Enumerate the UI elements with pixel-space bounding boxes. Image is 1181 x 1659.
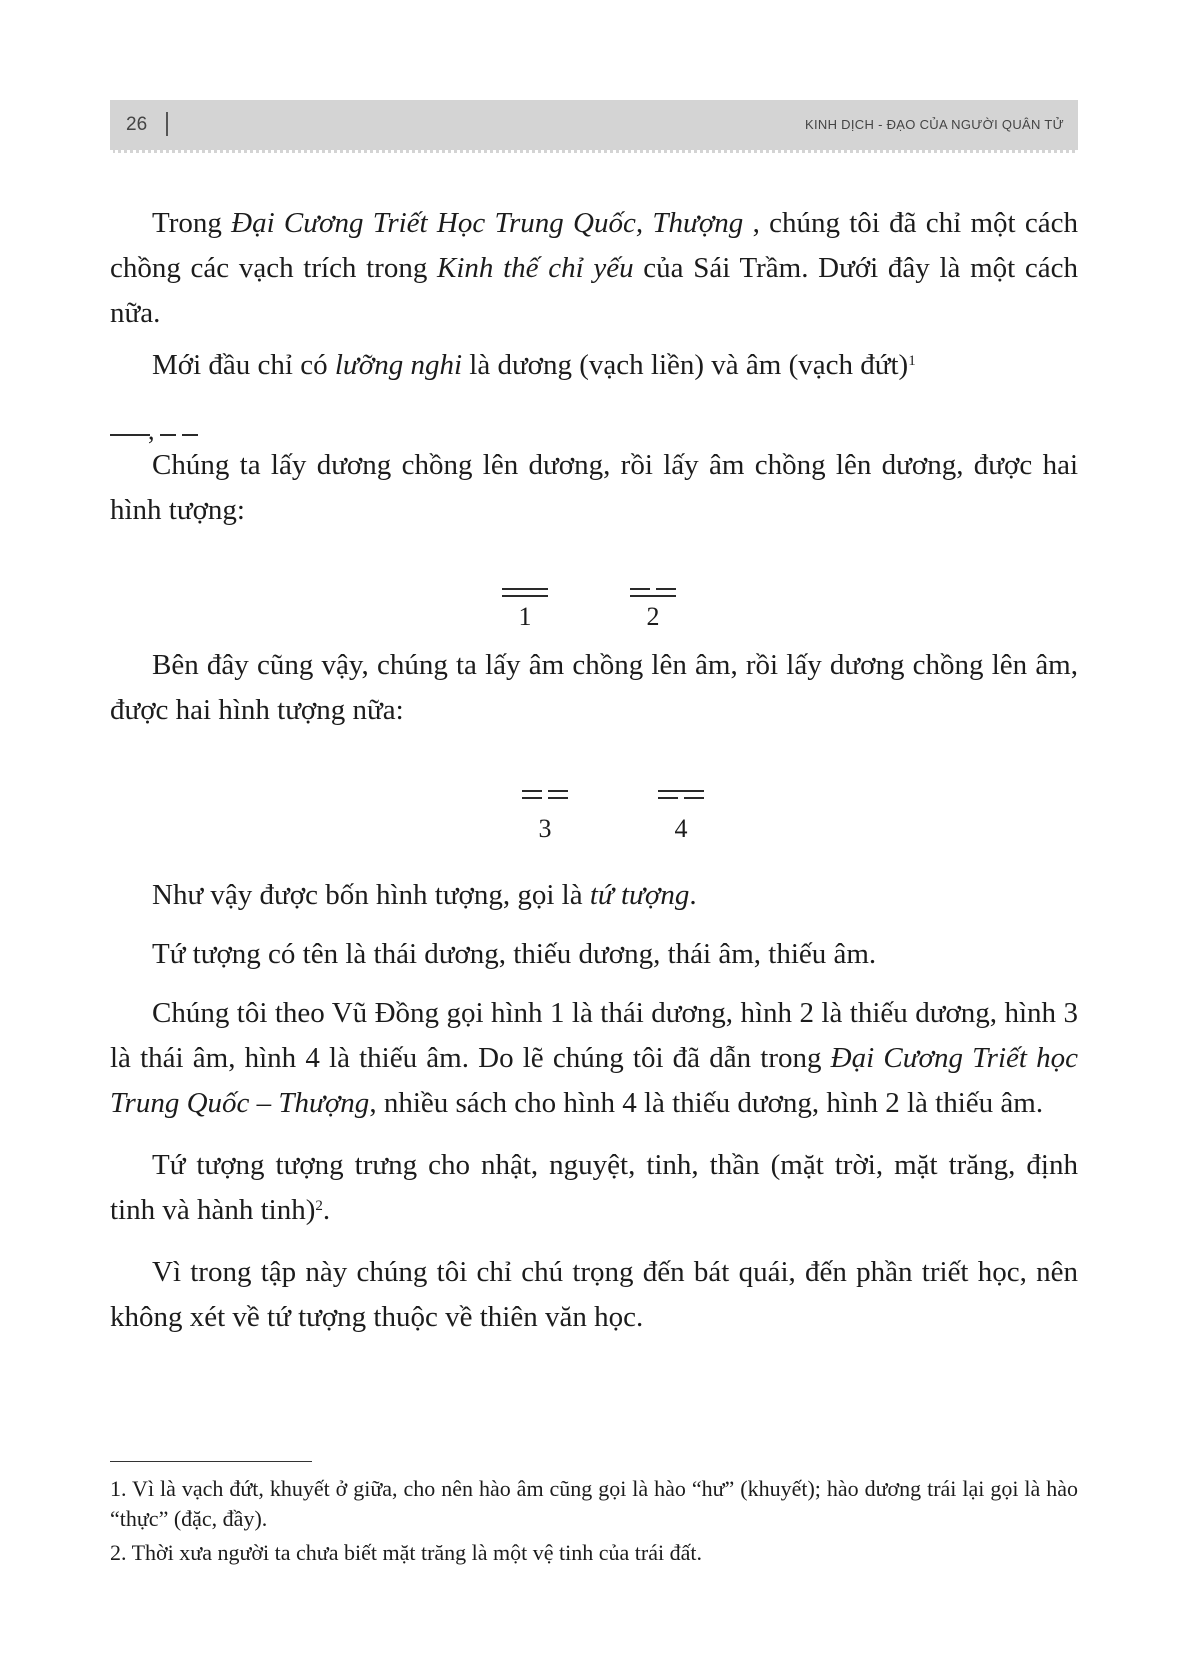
lower-broken-line-right xyxy=(684,797,704,799)
paragraph-1 xyxy=(110,201,1078,353)
footnote-1: 1. Vì là vạch đứt, khuyết ở giữa, cho nên hào âm cũng gọi là hào “hư” (khuyết); hào dương trái lại gọi là hào “thực” (đặc, đầy). xyxy=(110,1476,1078,1531)
figure-label: 4 xyxy=(674,814,688,843)
running-title: KINH DỊCH - ĐẠO CỦA NGƯỜI QUÂN TỬ xyxy=(805,117,1064,132)
book-title: Kinh thế chỉ yếu xyxy=(437,252,634,284)
text-run: của Sái Trầm. Dưới đây là một cách nữa. xyxy=(110,252,1078,329)
paragraph-4 xyxy=(110,643,1078,750)
footnotes xyxy=(110,1474,1078,1572)
page-number: 26 xyxy=(126,114,148,135)
upper-broken-line-right xyxy=(548,790,568,792)
text-run: Trong xyxy=(152,207,232,239)
figure-label: 3 xyxy=(538,814,552,843)
separator-comma: , xyxy=(148,416,155,445)
footnote-divider xyxy=(110,1461,312,1462)
page-header xyxy=(110,100,1078,153)
book-title: Đại Cương Triết học Trung Quốc – Thượng xyxy=(110,1042,1079,1119)
upper-solid-line xyxy=(502,588,548,590)
paragraph-2 xyxy=(110,343,1078,405)
paragraph-8 xyxy=(110,1143,1078,1233)
lower-solid-line xyxy=(630,595,676,597)
yin-line-left xyxy=(160,434,176,436)
paragraph-text xyxy=(110,343,1078,388)
footnote-ref: 1 xyxy=(908,353,916,369)
upper-broken-line-left xyxy=(522,790,542,792)
text-run: Chúng tôi theo Vũ Đồng gọi hình 1 là thái dương, hình 2 là thiếu dương, hình 3 là thái âm, hình 4 là thiếu âm. Do lẽ chúng tôi đã dẫn trong xyxy=(110,997,1078,1074)
text-run: Tứ tượng tượng trưng cho nhật, nguyệt, tinh, thần (mặt trời, mặt trăng, định tinh và hành tinh) xyxy=(110,1149,1078,1226)
footnote-2: 2. Thời xưa người ta chưa biết mặt trăng là một vệ tinh của trái đất. xyxy=(110,1540,702,1565)
book-title: Đại Cương Triết Học Trung Quốc, Thượng xyxy=(231,207,744,239)
text-run: là dương (vạch liền) và âm (vạch đứt) xyxy=(462,349,909,381)
term: lưỡng nghi xyxy=(334,349,463,381)
paragraph-3 xyxy=(110,443,1078,550)
yin-line-right xyxy=(182,434,198,436)
text-run: , chúng tôi đã chỉ một cách chồng các vạch trích trong xyxy=(110,207,1078,284)
header-divider xyxy=(166,112,168,136)
upper-broken-line-right xyxy=(656,588,676,590)
paragraph-7 xyxy=(110,991,1078,1126)
figure-label: 1 xyxy=(518,602,532,631)
paragraph-text: Bên đây cũng vậy, chúng ta lấy âm chồng lên âm, rồi lấy dương chồng lên âm, được hai hình tượng nữa: xyxy=(110,649,1078,726)
paragraph-6: Tứ tượng có tên là thái dương, thiếu dương, thái âm, thiếu âm. xyxy=(152,938,877,970)
lower-broken-line-left xyxy=(522,797,542,799)
paragraph-text xyxy=(110,201,1078,336)
figure-label: 2 xyxy=(646,602,660,631)
paragraph-group xyxy=(110,873,1078,1357)
lower-solid-line xyxy=(502,595,548,597)
text-run: . xyxy=(322,1194,331,1226)
paragraph-9: Vì trong tập này chúng tôi chỉ chú trọng đến bát quái, đến phần triết học, nên không xét về tứ tượng thuộc về thiên văn học. xyxy=(110,1256,1078,1333)
text-run: , nhiều sách cho hình 4 là thiếu dương, hình 2 là thiếu âm. xyxy=(369,1087,1044,1119)
upper-broken-line-left xyxy=(630,588,650,590)
lower-broken-line-left xyxy=(658,797,678,799)
footnote-ref: 2 xyxy=(315,1198,323,1214)
paragraph-5 xyxy=(110,873,1078,918)
upper-solid-line xyxy=(658,790,704,792)
paragraph-text: Chúng ta lấy dương chồng lên dương, rồi lấy âm chồng lên dương, được hai hình tượng: xyxy=(110,449,1078,526)
text-run: Mới đầu chỉ có xyxy=(152,349,335,381)
text-run: . xyxy=(689,879,697,911)
yang-line xyxy=(110,434,150,436)
term: tứ tượng xyxy=(589,879,690,911)
text-run: Như vậy được bốn hình tượng, gọi là xyxy=(152,879,590,911)
lower-broken-line-right xyxy=(548,797,568,799)
